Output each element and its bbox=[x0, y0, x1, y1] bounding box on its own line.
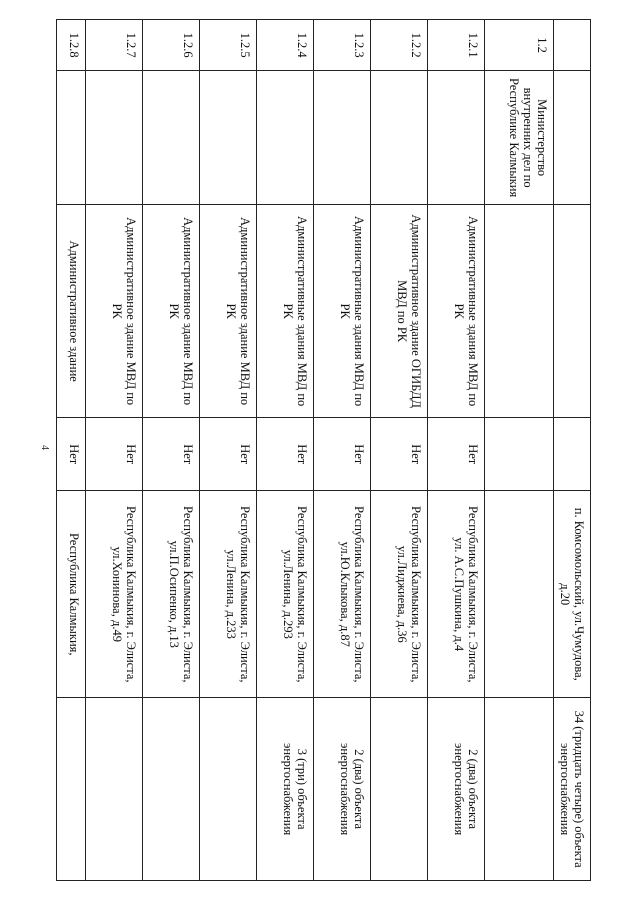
cell-address: Республика Калмыкия, г. Элиста, ул. А.С.Пушкина, д.4 bbox=[428, 491, 485, 698]
cell-facility: Административное здание МВД по РК bbox=[86, 205, 143, 418]
cell-count bbox=[143, 698, 200, 881]
cell-flag bbox=[554, 418, 591, 491]
cell-flag: Нет bbox=[314, 418, 371, 491]
cell-address: Республика Калмыкия, г. Элиста, ул.Лиджиева, д.36 bbox=[371, 491, 428, 698]
cell-num: 1.2.1 bbox=[428, 20, 485, 71]
cell-count bbox=[86, 698, 143, 881]
cell-flag: Нет bbox=[371, 418, 428, 491]
cell-facility: Административное здание bbox=[57, 205, 86, 418]
cell-num: 1.2.8 bbox=[57, 20, 86, 71]
cell-org bbox=[371, 71, 428, 205]
cell-facility: Административное здание МВД по РК bbox=[143, 205, 200, 418]
cell-count bbox=[371, 698, 428, 881]
cell-address: Республика Калмыкия, г. Элиста, ул.П.Осипенко, д.13 bbox=[143, 491, 200, 698]
cell-flag: Нет bbox=[143, 418, 200, 491]
cell-num: 1.2.7 bbox=[86, 20, 143, 71]
cell-address: п. Комсомольский, ул.Чумудова, д.20 bbox=[554, 491, 591, 698]
cell-facility bbox=[485, 205, 554, 418]
cell-count: 2 (два) объекта энергоснабжения bbox=[428, 698, 485, 881]
cell-num: 1.2.5 bbox=[200, 20, 257, 71]
cell-address: Республика Калмыкия, bbox=[57, 491, 86, 698]
table-row bbox=[554, 20, 591, 881]
cell-num: 1.2.2 bbox=[371, 20, 428, 71]
cell-flag bbox=[485, 418, 554, 491]
cell-address: Республика Калмыкия, г. Элиста, ул.Ленина, д.233 bbox=[200, 491, 257, 698]
cell-count: 34 (тридцать четыре) объекта энергоснабжения bbox=[554, 698, 591, 881]
cell-count: 2 (два) объекта энергоснабжения bbox=[314, 698, 371, 881]
table-row bbox=[485, 20, 554, 881]
cell-facility: Административные здания МВД по РК bbox=[257, 205, 314, 418]
cell-address: Республика Калмыкия, г. Элиста, ул.Ю.Клыкова, д.87 bbox=[314, 491, 371, 698]
cell-facility: Административные здания МВД по РК bbox=[428, 205, 485, 418]
page-number: 4 bbox=[39, 445, 50, 450]
cell-flag: Нет bbox=[57, 418, 86, 491]
cell-count bbox=[485, 698, 554, 881]
cell-org bbox=[257, 71, 314, 205]
table-row bbox=[200, 20, 257, 881]
cell-org bbox=[57, 71, 86, 205]
cell-org bbox=[143, 71, 200, 205]
cell-address bbox=[485, 491, 554, 698]
cell-address: Республика Калмыкия, г. Элиста, ул.Хонинова, д.49 bbox=[86, 491, 143, 698]
cell-count bbox=[57, 698, 86, 881]
cell-org bbox=[200, 71, 257, 205]
cell-org bbox=[314, 71, 371, 205]
cell-num: 1.2.3 bbox=[314, 20, 371, 71]
cell-num: 1.2.6 bbox=[143, 20, 200, 71]
table-row bbox=[86, 20, 143, 881]
cell-facility: Административное здание ОГИБДД МВД по РК bbox=[371, 205, 428, 418]
cell-flag: Нет bbox=[257, 418, 314, 491]
cell-org: Министерство внутренних дел по Республике Калмыкия bbox=[485, 71, 554, 205]
cell-address: Республика Калмыкия, г. Элиста, ул.Ленина, д.293 bbox=[257, 491, 314, 698]
table-row bbox=[428, 20, 485, 881]
cell-count: 3 (три) объекта энергоснабжения bbox=[257, 698, 314, 881]
table-row bbox=[57, 20, 86, 881]
energy-objects-table bbox=[56, 19, 591, 881]
cell-count bbox=[200, 698, 257, 881]
cell-facility: Административное здание МВД по РК bbox=[200, 205, 257, 418]
cell-org bbox=[554, 71, 591, 205]
cell-num bbox=[554, 20, 591, 71]
cell-facility bbox=[554, 205, 591, 418]
cell-org bbox=[428, 71, 485, 205]
cell-flag: Нет bbox=[86, 418, 143, 491]
cell-flag: Нет bbox=[200, 418, 257, 491]
cell-num: 1.2.4 bbox=[257, 20, 314, 71]
table-row bbox=[143, 20, 200, 881]
table-row bbox=[257, 20, 314, 881]
cell-org bbox=[86, 71, 143, 205]
cell-facility: Административные здания МВД по РК bbox=[314, 205, 371, 418]
cell-flag: Нет bbox=[428, 418, 485, 491]
cell-num: 1.2 bbox=[485, 20, 554, 71]
table-row bbox=[314, 20, 371, 881]
table-row bbox=[371, 20, 428, 881]
rotated-table-container bbox=[67, 19, 591, 881]
